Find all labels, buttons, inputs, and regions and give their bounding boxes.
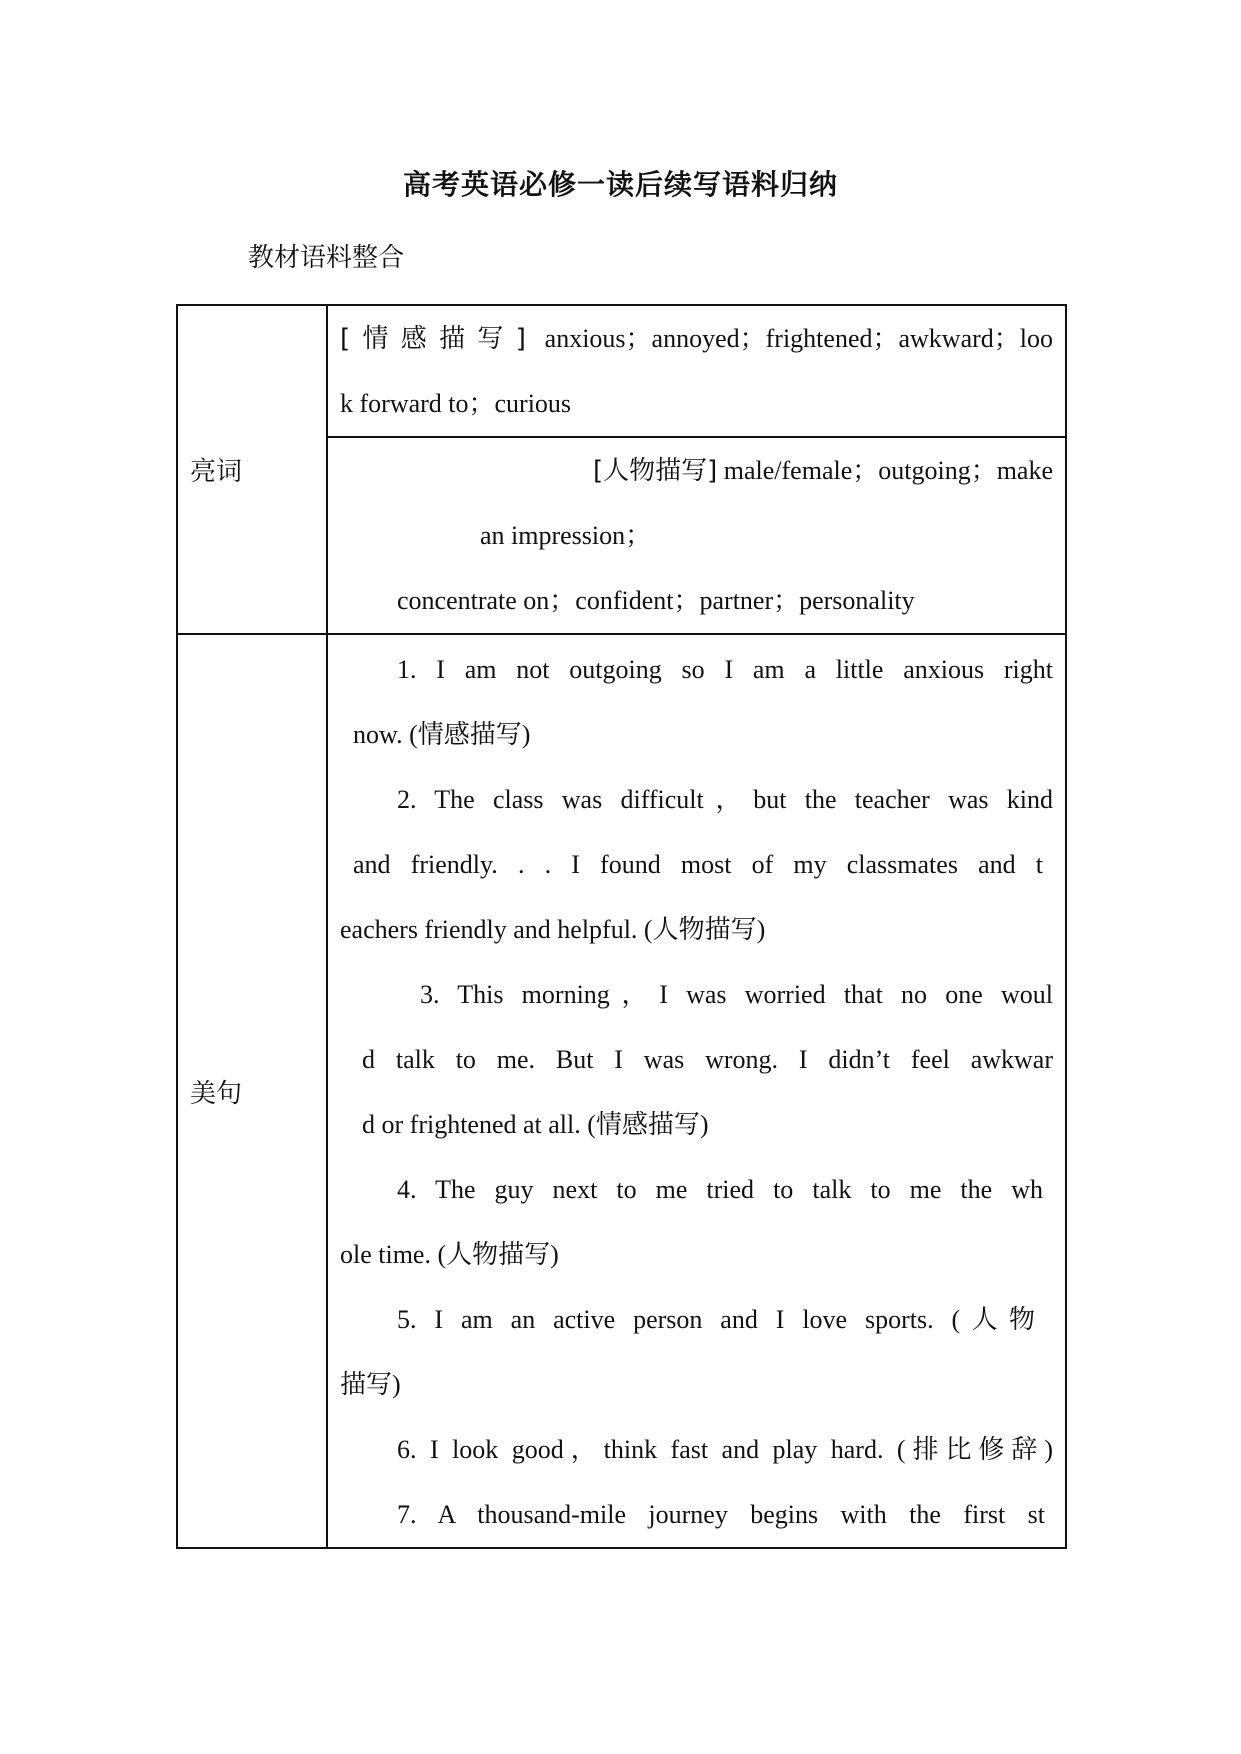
emotion-words-2: k forward to；curious <box>340 389 572 418</box>
corpus-table <box>176 304 1067 1549</box>
sentence-4-line-1: 4. The guy next to me tried to talk to me the wh <box>397 1175 1043 1204</box>
character-tag: [人物描写] <box>592 456 718 486</box>
sentence-label-cell <box>177 634 327 1548</box>
sentence-5-line-1: 5. I am an active person and I love sports. (人物 <box>397 1305 1035 1334</box>
sentence-3-line-2: d talk to me. But I was wrong. I didn’t feel awkwar <box>362 1045 1053 1074</box>
sentence-3-line-3: d or frightened at all. (情感描写) <box>362 1110 709 1139</box>
sentence-3-line-1: 3. This morning，I was worried that no one woul <box>420 980 1053 1009</box>
sentence-1-line-1: 1. I am not outgoing so I am a little anxious right <box>397 655 1053 684</box>
sentence-2-line-2: and friendly. . . I found most of my classmates and t <box>353 850 1043 879</box>
vocab-label-cell <box>177 305 327 634</box>
character-words-3: concentrate on；confident；partner；personality <box>397 586 915 615</box>
character-vocab-cell <box>327 437 1066 634</box>
sentence-1-line-2: now. (情感描写) <box>353 720 531 749</box>
sentence-5-line-2: 描写) <box>340 1370 401 1399</box>
emotion-tag: [情感描写] <box>340 324 526 354</box>
table-row <box>177 634 1066 1548</box>
sentence-2-line-1: 2. The class was difficult，but the teacher was kind <box>397 785 1053 814</box>
character-words-2: an impression； <box>480 521 652 550</box>
character-vocab-line <box>340 438 1053 503</box>
sentence-7-line-1: 7. A thousand-mile journey begins with the first st <box>397 1500 1045 1529</box>
emotion-words-1: anxious；annoyed；frightened；awkward；loo <box>544 324 1053 353</box>
sentence-6-line-1: 6. I look good，think fast and play hard. (排比修辞) <box>397 1435 1053 1464</box>
section-heading: 教材语料整合 <box>248 243 405 273</box>
table-row <box>177 305 1066 437</box>
character-words-1: male/female；outgoing；make <box>723 456 1053 485</box>
vocab-label: 亮词 <box>190 457 243 487</box>
sentence-label: 美句 <box>190 1078 243 1109</box>
emotion-vocab-line <box>340 306 1053 371</box>
sentence-cell <box>327 634 1066 1548</box>
sentence-2-line-3: eachers friendly and helpful. (人物描写) <box>340 915 766 944</box>
document-title: 高考英语必修一读后续写语料归纳 <box>402 168 838 201</box>
sentence-4-line-2: ole time. (人物描写) <box>340 1240 559 1269</box>
emotion-vocab-cell <box>327 305 1066 437</box>
